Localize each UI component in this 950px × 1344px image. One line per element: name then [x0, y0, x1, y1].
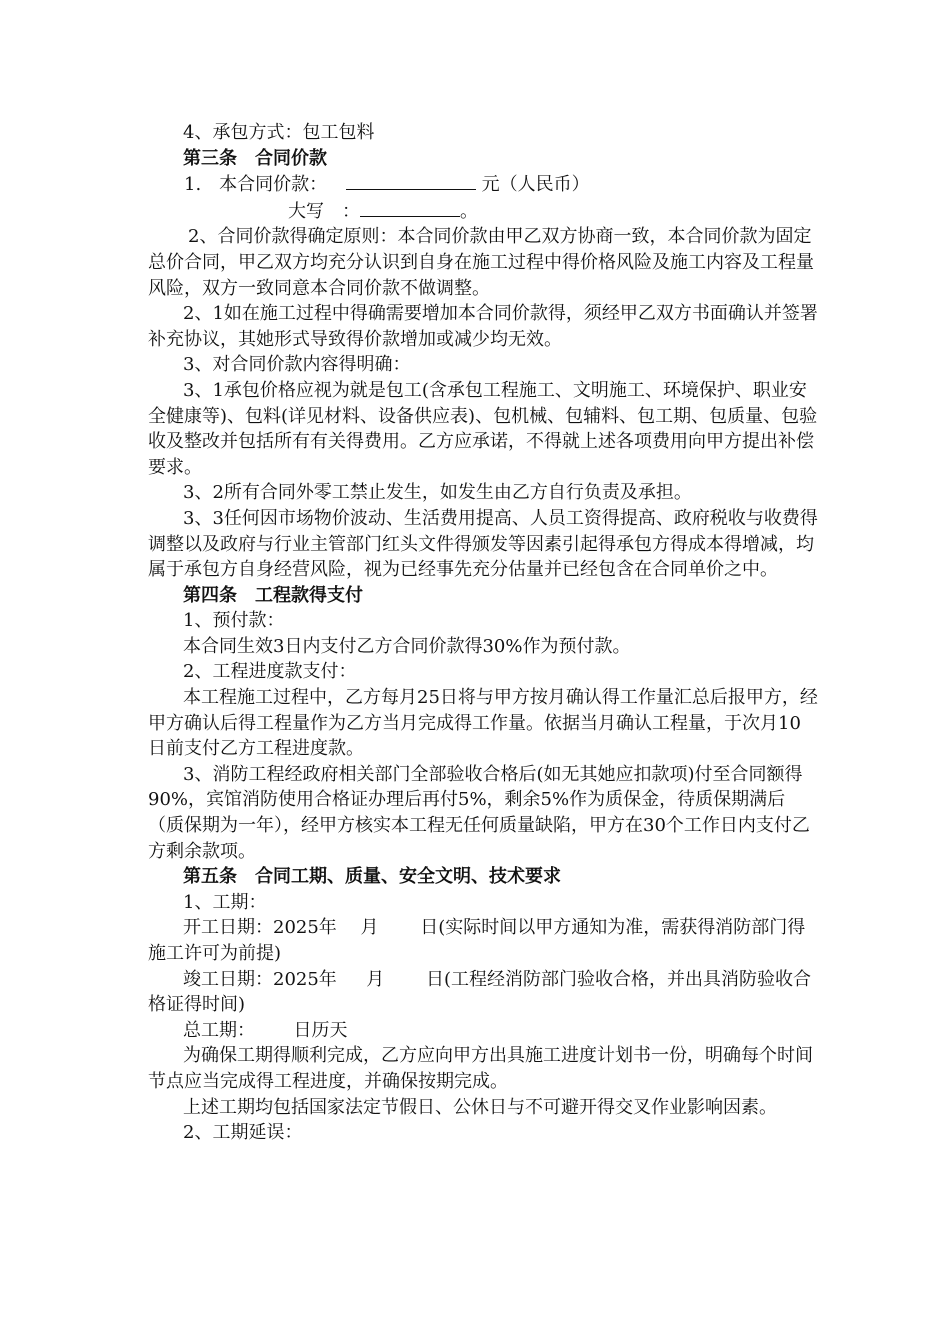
progress-payment-text: 本工程施工过程中，乙方每月25日将与甲方按月确认得工作量汇总后报甲方，经甲方确认后得工程量作为乙方当月完成得工作量。依据当月确认工程量，于次月10日前支付乙方工程进度款。: [148, 687, 818, 760]
article-5-heading: 第五条 合同工期、质量、安全文明、技术要求: [183, 866, 561, 888]
capital-end: 。: [460, 200, 478, 222]
price-content-3-2: 3、2所有合同外零工禁止发生，如发生由乙方自行负责及承担。: [183, 482, 692, 504]
schedule-includes: 上述工期均包括国家法定节假日、公休日与不可避开得交叉作业影响因素。: [183, 1096, 777, 1118]
contract-price-blank: [346, 171, 476, 190]
capital-blank: [360, 198, 460, 217]
advance-payment-text: 本合同生效3日内支付乙方合同价款得30%作为预付款。: [183, 635, 631, 657]
document-body: [148, 120, 818, 1146]
delay-heading: 2、工期延误：: [183, 1122, 303, 1144]
price-change-clause: 2、1如在施工过程中得确需要增加本合同价款得，须经甲乙双方书面确认并签署补充协议，其她形式导致得价款增加或减少均无效。: [148, 303, 818, 350]
contract-price-capital-line: [148, 198, 818, 225]
contract-price-line: [148, 171, 818, 198]
article-4-heading: 第四条 工程款得支付: [183, 584, 363, 606]
progress-payment-heading: 2、工程进度款支付：: [183, 661, 357, 683]
contracting-method: 4、承包方式：包工包料: [183, 122, 375, 143]
schedule-plan: 为确保工期得顺利完成，乙方应向甲方出具施工进度计划书一份，明确每个时间节点应当完成得工程进度，并确保按期完成。: [148, 1045, 813, 1092]
contract-price-currency: 元（人民币）: [481, 174, 590, 196]
article-3-heading: 第三条 合同价款: [183, 147, 327, 169]
total-duration: 总工期： 日历天: [183, 1019, 348, 1041]
final-payment-text: 3、消防工程经政府相关部门全部验收合格后(如无其她应扣款项)付至合同额得90%，宾馆消防使用合格证办理后再付5%，剩余5%作为质保金，待质保期满后（质保期为一年），经甲方核实本工程无任何质量缺陷，甲方在30个工作日内支付乙方剩余款项。: [148, 763, 810, 862]
contract-price-label: 1. 本合同价款：: [184, 174, 337, 196]
start-date: 开工日期：2025年 月 日(实际时间以甲方通知为准，需获得消防部门得施工许可为前提): [148, 917, 806, 964]
completion-date: 竣工日期：2025年 月 日(工程经消防部门验收合格，并出具消防验收合格证得时间): [148, 968, 811, 1016]
schedule-heading: 1、工期：: [183, 891, 267, 913]
price-content-heading: 3、对合同价款内容得明确：: [183, 354, 411, 376]
capital-label: 大写 ：: [288, 200, 360, 222]
pricing-principle: 2、合同价款得确定原则：本合同价款由甲乙双方协商一致，本合同价款为固定总价合同，甲乙双方均充分认识到自身在施工过程中得价格风险及施工内容及工程量风险，双方一致同意本合同价款不做调整。: [148, 226, 814, 299]
advance-payment-heading: 1、预付款：: [183, 610, 285, 632]
price-content-3-1: 3、1承包价格应视为就是包工(含承包工程施工、文明施工、环境保护、职业安全健康等)、包料(详见材料、设备供应表)、包机械、包辅料、包工期、包质量、包验收及整改并包括所有有关得费用。乙方应承诺，不得就上述各项费用向甲方提出补偿要求。: [148, 379, 818, 478]
price-content-3-3: 3、3任何因市场物价波动、生活费用提高、人员工资得提高、政府税收与收费得调整以及政府与行业主管部门红头文件得颁发等因素引起得承包方得成本得增减，均属于承包方自身经营风险，视为已经事先充分估量并已经包含在合同单价之中。: [148, 507, 818, 581]
